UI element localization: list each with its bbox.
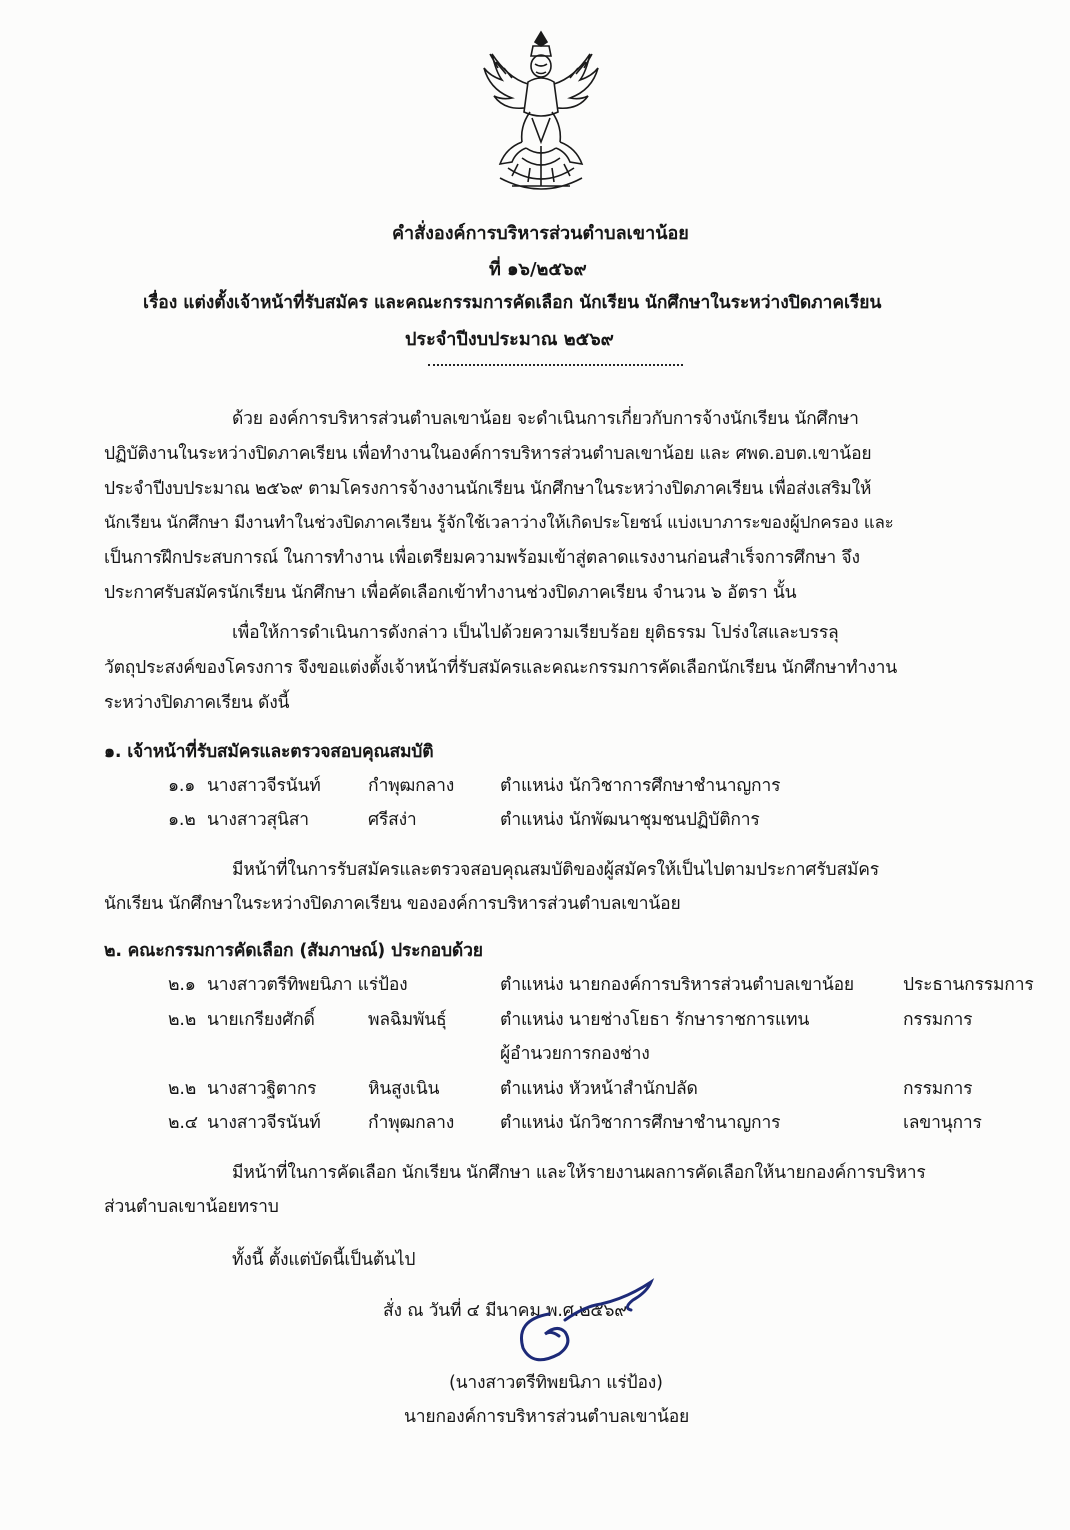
section1-heading: ๑. เจ้าหน้าที่รับสมัครและตรวจสอบคุณสมบัติ — [104, 742, 434, 762]
row-surname: กำพุฒกลาง — [368, 1113, 455, 1133]
order-fiscal-year: ประจำปีงบประมาณ ๒๕๖๙ — [405, 329, 614, 350]
section2-duty: มีหน้าที่ในการคัดเลือก นักเรียน นักศึกษา และให้รายงานผลการคัดเลือกให้นายกองค์การบริหาร — [232, 1163, 926, 1183]
row-number: ๑.๑ — [168, 776, 196, 796]
row-position: ตำแหน่ง นายช่างโยธา รักษาราชการแทน — [500, 1010, 810, 1030]
intro-line: ด้วย องค์การบริหารส่วนตำบลเขาน้อย จะดำเนินการเกี่ยวกับการจ้างนักเรียน นักศึกษา — [232, 409, 859, 429]
divider — [428, 364, 683, 366]
row-name: นางสาวตรีทิพยนิภา แร่ป้อง — [207, 975, 408, 995]
intro-line: ประกาศรับสมัครนักเรียน นักศึกษา เพื่อคัดเลือกเข้าทำงานช่วงปิดภาคเรียน จำนวน ๖ อัตรา นั้น — [104, 583, 797, 603]
row-name: นางสาวจีรนันท์ — [207, 776, 321, 796]
section1-duty: มีหน้าที่ในการรับสมัครและตรวจสอบคุณสมบัติของผู้สมัครให้เป็นไปตามประกาศรับสมัคร — [232, 860, 879, 880]
intro-line: นักเรียน นักศึกษา มีงานทำในช่วงปิดภาคเรียน รู้จักใช้เวลาว่างให้เกิดประโยชน์ แบ่งเบาภาระของผู้ปกครอง และ — [104, 513, 894, 533]
order-title: คำสั่งองค์การบริหารส่วนตำบลเขาน้อย — [392, 223, 689, 244]
order-number: ที่ ๑๖/๒๕๖๙ — [489, 259, 587, 280]
effective-statement: ทั้งนี้ ตั้งแต่บัดนี้เป็นต้นไป — [232, 1250, 416, 1270]
row-position: ตำแหน่ง นักวิชาการศึกษาชำนาญการ — [500, 1113, 781, 1133]
section2-duty: ส่วนตำบลเขาน้อยทราบ — [104, 1197, 279, 1217]
row-name: นายเกรียงศักดิ์ — [207, 1010, 315, 1030]
row-role: กรรมการ — [903, 1010, 973, 1030]
row-position: ตำแหน่ง นายกองค์การบริหารส่วนตำบลเขาน้อย — [500, 975, 854, 995]
order-subject: เรื่อง แต่งตั้งเจ้าหน้าที่รับสมัคร และคณะกรรมการคัดเลือก นักเรียน นักศึกษาในระหว่างปิดภาคเรียน — [143, 293, 882, 313]
row-surname: หินสูงเนิน — [368, 1079, 440, 1099]
row-name: นางสาวสุนิสา — [207, 810, 309, 830]
intro-line: เพื่อให้การดำเนินการดังกล่าว เป็นไปด้วยความเรียบร้อย ยุติธรรม โปร่งใสและบรรลุ — [232, 623, 839, 643]
intro-line: เป็นการฝึกประสบการณ์ ในการทำงาน เพื่อเตรียมความพร้อมเข้าสู่ตลาดแรงงานก่อนสำเร็จการศึกษา จึง — [104, 548, 860, 568]
handwritten-signature — [505, 1278, 675, 1374]
row-number: ๑.๒ — [168, 810, 196, 830]
signer-name: (นางสาวตรีทิพยนิภา แร่ป้อง) — [449, 1373, 663, 1393]
row-position-continued: ผู้อำนวยการกองช่าง — [500, 1044, 650, 1064]
garuda-emblem-icon — [478, 28, 604, 194]
order-date: สั่ง ณ วันที่ ๔ มีนาคม พ.ศ.๒๕๖๙ — [383, 1301, 627, 1321]
row-number: ๒.๒ — [168, 1079, 197, 1099]
signer-title: นายกองค์การบริหารส่วนตำบลเขาน้อย — [404, 1407, 690, 1427]
row-role: กรรมการ — [903, 1079, 973, 1099]
row-number: ๒.๔ — [168, 1113, 198, 1133]
row-name: นางสาวจีรนันท์ — [207, 1113, 321, 1133]
row-number: ๒.๒ — [168, 1010, 197, 1030]
section2-heading: ๒. คณะกรรมการคัดเลือก (สัมภาษณ์) ประกอบด้วย — [104, 941, 483, 961]
intro-line: ระหว่างปิดภาคเรียน ดังนี้ — [104, 693, 290, 713]
row-role: ประธานกรรมการ — [903, 975, 1034, 995]
intro-line: ประจำปีงบประมาณ ๒๕๖๙ ตามโครงการจ้างงานนักเรียน นักศึกษาในระหว่างปิดภาคเรียน เพื่อส่งเสริมให้ — [104, 479, 872, 499]
row-surname: กำพุฒกลาง — [368, 776, 455, 796]
row-surname: พลฉิมพันธุ์ — [368, 1010, 447, 1030]
row-surname: ศรีสง่า — [368, 810, 417, 830]
row-role: เลขานุการ — [903, 1113, 982, 1133]
row-position: ตำแหน่ง หัวหน้าสำนักปลัด — [500, 1079, 698, 1099]
section1-duty: นักเรียน นักศึกษาในระหว่างปิดภาคเรียน ขององค์การบริหารส่วนตำบลเขาน้อย — [104, 894, 681, 914]
row-position: ตำแหน่ง นักวิชาการศึกษาชำนาญการ — [500, 776, 781, 796]
intro-line: วัตถุประสงค์ของโครงการ จึงขอแต่งตั้งเจ้าหน้าที่รับสมัครและคณะกรรมการคัดเลือกนักเรียน นักศึกษาทำงาน — [104, 658, 898, 678]
row-name: นางสาวฐิตากร — [207, 1079, 317, 1099]
intro-line: ปฏิบัติงานในระหว่างปิดภาคเรียน เพื่อทำงานในองค์การบริหารส่วนตำบลเขาน้อย และ ศพด.อบต.เขาน้อย — [104, 444, 872, 464]
row-position: ตำแหน่ง นักพัฒนาชุมชนปฏิบัติการ — [500, 810, 760, 830]
row-number: ๒.๑ — [168, 975, 196, 995]
